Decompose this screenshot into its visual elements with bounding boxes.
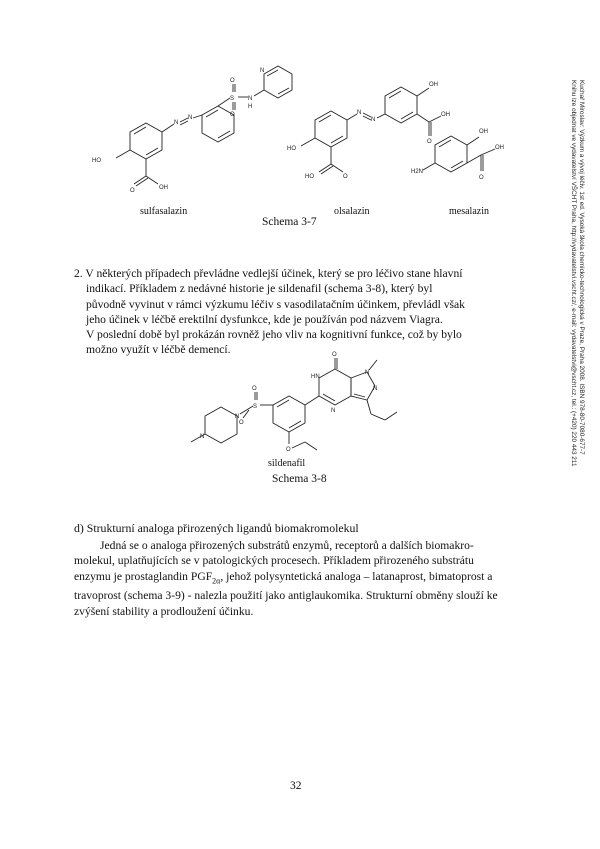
sulfasalazin-structure	[80, 60, 310, 210]
svg-text:HO: HO	[287, 146, 296, 152]
svg-text:O: O	[230, 112, 235, 118]
section-d-line-5: zvýšení stability a prodloužení účinku.	[74, 604, 254, 618]
section-d-line-4: travoprost (schema 3-9) - nalezla použití jako antiglaukomika. Strukturní obměny slouží ke	[74, 589, 498, 603]
item-2-line-2: indikací. Příkladem z nedávné historie je sildenafil (schema 3-8), který byl	[86, 282, 433, 296]
schema-3-7-caption: Schema 3-7	[262, 216, 317, 228]
svg-text:S: S	[230, 96, 235, 102]
section-d-paragraph	[74, 538, 530, 619]
svg-text:N: N	[331, 408, 336, 414]
compound-label-sulfasalazin: sulfasalazin	[140, 206, 188, 217]
svg-text:N: N	[188, 115, 193, 121]
svg-text:O: O	[239, 420, 244, 426]
side-note-line-1: Kuchař Miroslav: Výzkum a vývoj léčiv. 1st ed. Vysoká škola chemicko-technologická v Praze, Praha 2008. ISBN 978-80-7080-677-7	[578, 80, 585, 455]
svg-text:N: N	[260, 68, 265, 74]
svg-text:N: N	[371, 117, 376, 123]
item-2-line-4: jeho účinek v léčbě erektilní dysfunkce, kde je používán pod názvem Viagra.	[86, 312, 443, 326]
svg-text:N: N	[357, 110, 362, 116]
svg-text:HO: HO	[305, 174, 314, 180]
svg-text:HO: HO	[92, 158, 101, 164]
svg-text:N: N	[365, 370, 370, 376]
svg-text:S: S	[253, 404, 258, 410]
item-2-line-6: možno využít v léčbě demencí.	[86, 343, 231, 357]
item-2-line-1: 2. V některých případech převládne vedlejší účinek, který se pro léčivo stane hlavní	[74, 267, 463, 280]
svg-text:O: O	[427, 139, 432, 145]
svg-text:N: N	[235, 414, 240, 420]
svg-text:OH: OH	[159, 185, 168, 191]
svg-text:O: O	[130, 188, 135, 194]
svg-text:HN: HN	[311, 374, 320, 380]
svg-text:OH: OH	[479, 129, 488, 135]
item-2-line-5: V poslední době byl prokázán rovněž jeho vliv na kognitivní funkce, což by bylo	[86, 328, 462, 342]
side-note	[568, 80, 585, 467]
section-d-line-3: enzymu je prostaglandin $PGF_{2\alpha}$, jehož polysyntetická analoga – latanaprost, bimatoprost a	[74, 569, 493, 585]
svg-text:O: O	[252, 386, 257, 392]
schema-3-8-caption: Schema 3-8	[272, 473, 327, 485]
svg-text:O: O	[332, 352, 337, 358]
svg-text:O: O	[230, 78, 235, 84]
item-2-line-3: původně vyvinut v rámci výzkumu léčiv s vasodilatačním účinkem, převládl však	[86, 297, 465, 311]
mesalazin-structure	[405, 115, 525, 205]
page-number: 32	[290, 780, 302, 792]
svg-text:H: H	[248, 104, 253, 110]
svg-text:H2N: H2N	[411, 169, 424, 175]
svg-text:OH: OH	[441, 112, 450, 118]
compound-label-sildenafil: sildenafil	[268, 458, 306, 469]
pgf-subscript: 2α	[212, 575, 221, 585]
svg-text:O: O	[479, 175, 484, 181]
svg-text:O: O	[343, 174, 348, 180]
svg-text:N: N	[200, 434, 205, 440]
side-note-line-2: Knihu lze objednat ve vydavatelství VŠCHT Praha, http://vydavatelstvi.vscht.cz/, e-mail: vydavatelstvi@vscht.cz, tel.: (+420) 220 443 211	[569, 80, 577, 467]
svg-text:N: N	[373, 386, 378, 392]
item-2-paragraph	[74, 266, 530, 358]
svg-text:OH: OH	[429, 82, 438, 88]
svg-text:OH: OH	[495, 145, 504, 151]
svg-text:O: O	[286, 447, 291, 453]
svg-text:N: N	[174, 120, 179, 126]
svg-text:N: N	[248, 96, 253, 102]
section-d-heading: d) Strukturní analoga přirozených ligandů biomakromolekul	[74, 521, 359, 535]
section-d-line-2: molekul, uplatňujících se v patologických procesech. Příkladem přirozeného substrátu	[74, 554, 474, 568]
compound-label-olsalazin: olsalazin	[334, 206, 370, 217]
compound-label-mesalazin: mesalazin	[449, 206, 489, 217]
section-d-line-1: Jedná se o analoga přirozených substrátů enzymů, receptorů a dalších biomakro-	[100, 539, 474, 552]
